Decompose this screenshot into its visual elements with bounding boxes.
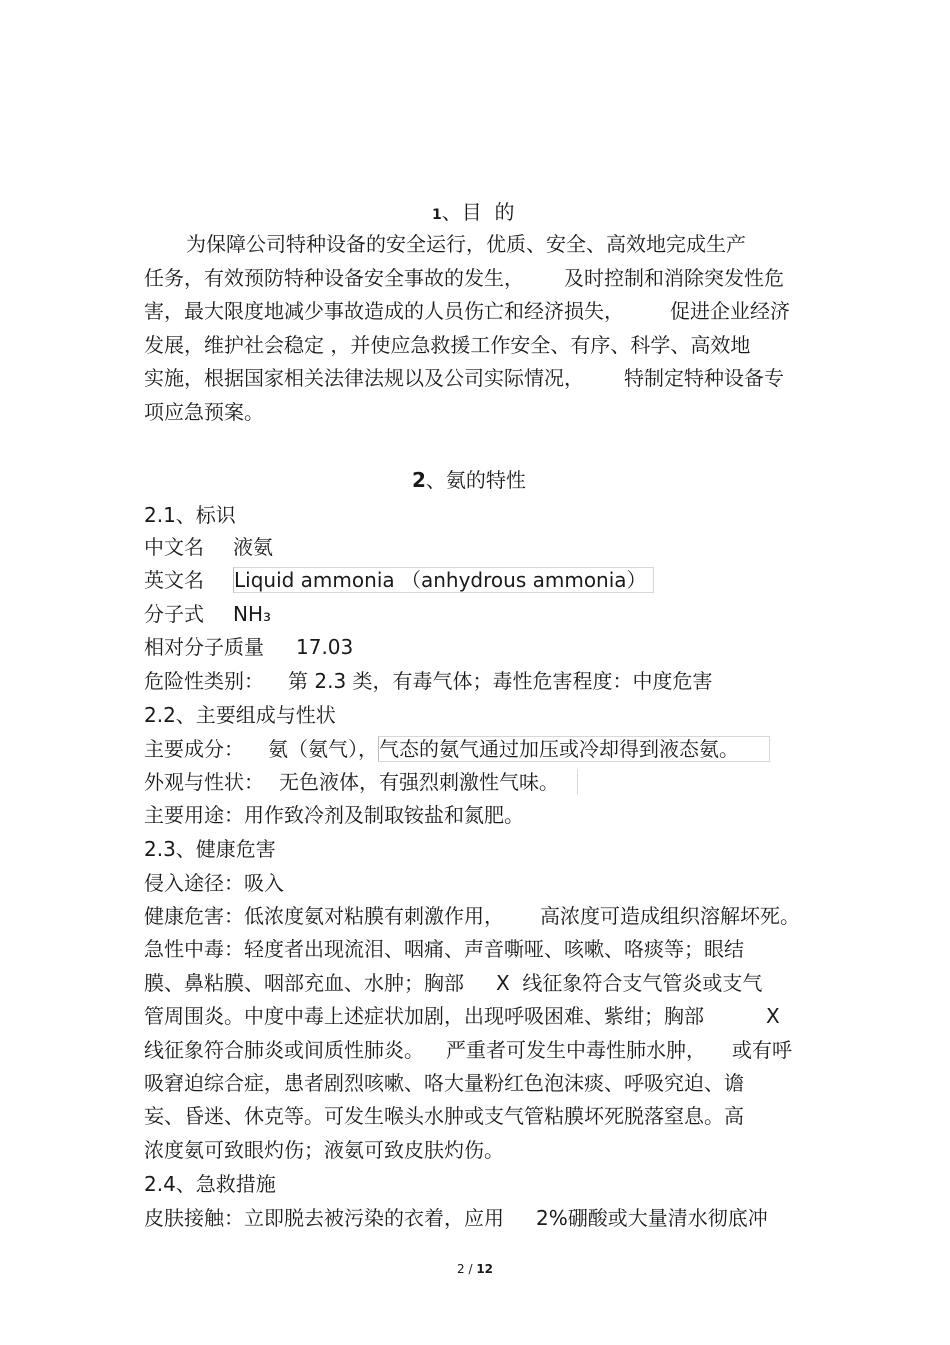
cn-name-label: 中文名 [144,535,204,559]
page-number [0,1262,950,1276]
subsection-2-1: 2.1、标识 [144,503,236,527]
formula-label: 分子式 [144,602,204,626]
composition-row [144,737,770,761]
section-1-number: 1 [432,207,442,223]
para-line-6: 项应急预案。 [144,400,264,424]
usage-row: 主要用途：用作致冷剂及制取铵盐和氮肥。 [144,803,524,827]
acute-line-1: 急性中毒：轻度者出现流泪、咽痛、声音嘶哑、咳嗽、咯痰等；眼结 [144,937,744,961]
para-line-3 [144,299,790,323]
acute-line-4a: 线征象符合肺炎或间质性肺炎。 [144,1038,424,1062]
section-1-title: 、目 的 [441,200,515,224]
section-2-heading [412,468,526,492]
en-name-row [144,568,654,592]
acute-line-2 [144,971,762,995]
para-line-5b: 特制定特种设备专 [624,366,784,390]
page-current: 2 [456,1262,465,1276]
section-2-number: 2 [412,468,426,492]
mw-row [144,635,353,659]
para-line-1: 为保障公司特种设备的安全运行，优质、安全、高效地完成生产 [186,232,746,256]
composition-label: 主要成分： [144,737,244,761]
skin-b: 2%硼酸或大量清水彻底冲 [536,1206,768,1230]
hazard-label: 危险性类别： [144,669,264,693]
cn-name-row [144,535,273,559]
health-a: 健康危害：低浓度氨对粘膜有刺激作用， [144,904,504,928]
acute-line-3 [144,1004,780,1028]
subsection-2-4: 2.4、急救措施 [144,1172,276,1196]
acute-line-4 [144,1038,792,1062]
appearance-row [144,770,578,794]
acute-line-2a: 膜、鼻粘膜、咽部充血、水肿；胸部 [144,971,464,995]
skin-a: 皮肤接触：立即脱去被污染的衣着，应用 [144,1206,504,1230]
acute-line-2b: X 线征象符合支气管炎或支气 [496,971,763,995]
appearance-label: 外观与性状： [144,770,264,794]
para-line-3b: 促进企业经济 [670,299,790,323]
acute-line-6: 妄、昏迷、休克等。可发生喉头水肿或支气管粘膜坏死脱落窒息。高 [144,1104,744,1128]
acute-line-3a: 管周围炎。中度中毒上述症状加剧，出现呼吸困难、紫绀；胸部 [144,1004,704,1028]
hazard-row [144,669,713,693]
mw-label: 相对分子质量 [144,635,264,659]
composition-value-b: 气态的氨气通过加压或冷却得到液态氨。 [378,736,770,762]
route-row: 侵入途径：吸入 [144,871,284,895]
para-line-2b: 及时控制和消除突发性危 [564,266,784,290]
composition-value-a: 氨（氨气）， [268,737,378,761]
en-name-label: 英文名 [144,568,204,592]
acute-line-4c: 或有呼 [732,1038,792,1062]
section-1-heading [432,200,514,227]
para-line-2 [144,266,784,290]
en-name-value: Liquid ammonia （anhydrous ammonia） [233,567,654,593]
page-total: 12 [476,1262,494,1276]
acute-line-5: 吸窘迫综合症，患者剧烈咳嗽、咯大量粉红色泡沫痰、呼吸究迫、谵 [144,1071,744,1095]
page-separator: / [468,1262,473,1276]
mw-value: 17.03 [296,635,354,659]
appearance-value: 无色液体，有强烈刺激性气味。 [278,769,578,795]
para-line-3a: 害，最大限度地减少事故造成的人员伤亡和经济损失， [144,299,624,323]
acute-line-7: 浓度氨可致眼灼伤；液氨可致皮肤灼伤。 [144,1138,504,1162]
section-2-title: 、氨的特性 [425,468,526,492]
para-line-5a: 实施，根据国家相关法律法规以及公司实际情况， [144,366,584,390]
formula-value: NH₃ [233,602,272,626]
para-line-2a: 任务，有效预防特种设备安全事故的发生， [144,266,524,290]
subsection-2-3: 2.3、健康危害 [144,837,276,861]
subsection-2-2: 2.2、主要组成与性状 [144,703,336,727]
health-row [144,904,800,928]
hazard-value: 第 2.3 类，有毒气体；毒性危害程度：中度危害 [288,669,713,693]
health-b: 高浓度可造成组织溶解坏死。 [540,904,800,928]
para-line-4: 发展，维护社会稳定 ，并使应急救援工作安全、有序、科学、高效地 [144,333,751,357]
acute-line-3b: X [766,1004,780,1028]
formula-row [144,602,271,626]
para-line-5 [144,366,784,390]
cn-name-value: 液氨 [233,535,273,559]
acute-line-4b: 严重者可发生中毒性肺水肿， [446,1038,706,1062]
skin-row [144,1206,768,1230]
